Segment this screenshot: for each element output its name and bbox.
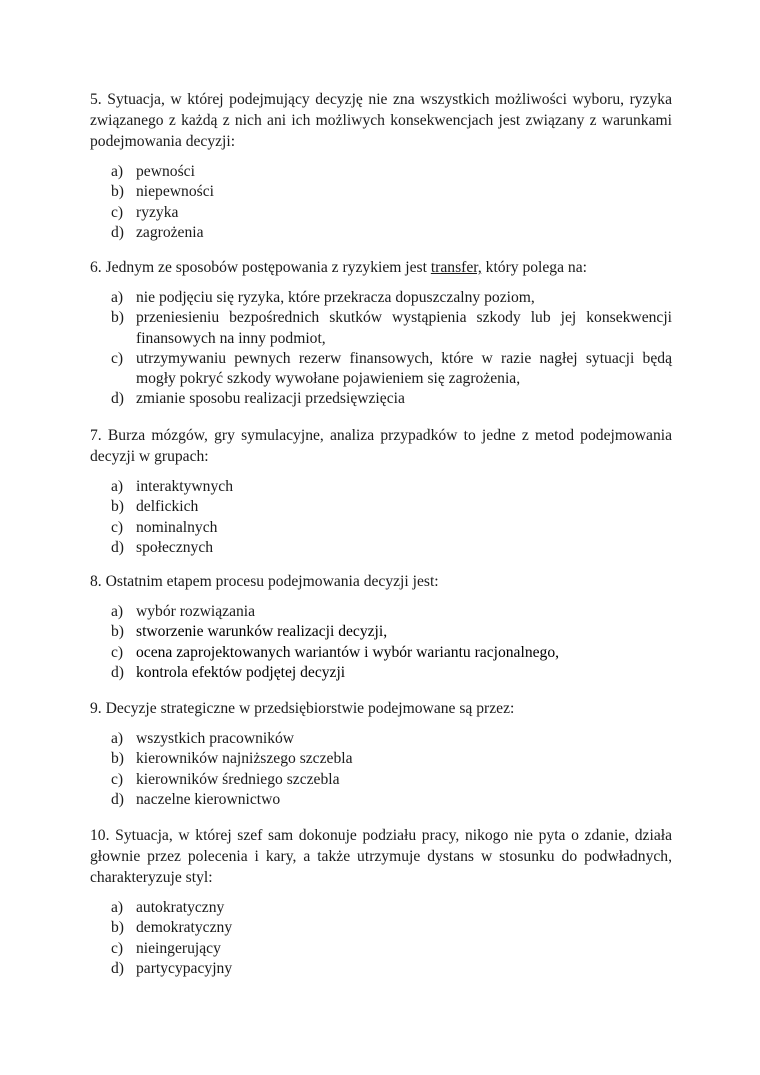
underlined-term: transfer, [430, 259, 482, 276]
option-text: przeniesieniu bezpośrednich skutków wystąpienia szkody lub jej konsekwencji finansowych na inny podmiot, [136, 309, 672, 347]
question-text [90, 425, 672, 467]
question-number: 10. [90, 827, 110, 844]
question-6 [90, 257, 672, 410]
answer-option [90, 770, 672, 790]
question-body: Burza mózgów, gry symulacyjne, analiza przypadków to jedne z metod podejmowania decyzji w grupach: [90, 427, 672, 465]
option-letter: d) [111, 790, 124, 808]
option-text: stworzenie warunków realizacji decyzji, [136, 623, 388, 641]
option-text: nie podjęciu się ryzyka, które przekracza dopuszczalny poziom, [136, 289, 535, 306]
option-text: nominalnych [136, 518, 218, 536]
answer-list [90, 602, 672, 683]
question-text [90, 571, 672, 592]
question-10 [90, 825, 672, 979]
option-text: nieingerujący [136, 939, 221, 957]
option-text: wybór rozwiązania [136, 603, 256, 620]
option-text: partycypacyjny [136, 959, 233, 977]
question-text [90, 698, 672, 719]
option-letter: b) [111, 919, 124, 937]
question-text [90, 825, 672, 888]
option-text: interaktywnych [136, 478, 233, 495]
option-text: autokratyczny [136, 899, 225, 916]
option-letter: a) [111, 163, 124, 180]
answer-option [90, 663, 672, 683]
question-number: 9. [90, 700, 102, 717]
answer-list [90, 898, 672, 979]
option-letter: d) [111, 390, 124, 408]
option-letter: d) [111, 959, 124, 977]
option-letter: d) [111, 538, 124, 556]
answer-option [90, 622, 672, 642]
answer-option [90, 349, 672, 390]
option-text: niepewności [136, 183, 214, 201]
question-number: 5. [90, 91, 102, 108]
question-body: Ostatnim etapem procesu podejmowania decyzji jest: [105, 573, 439, 590]
question-body-end: który polega na: [481, 259, 587, 276]
option-letter: b) [111, 183, 124, 201]
option-letter: b) [111, 623, 124, 641]
option-text: delfickich [136, 498, 199, 516]
option-letter: d) [111, 663, 124, 681]
option-letter: a) [111, 730, 124, 747]
answer-option [90, 182, 672, 202]
option-letter: d) [111, 223, 124, 241]
option-letter: a) [111, 478, 124, 495]
question-8 [90, 571, 672, 683]
option-text: kierowników najniższego szczebla [136, 750, 353, 768]
answer-option [90, 538, 672, 558]
question-number: 6. [90, 259, 102, 276]
answer-list [90, 162, 672, 243]
answer-option [90, 729, 672, 749]
option-text: ryzyka [136, 203, 179, 221]
answer-option [90, 643, 672, 663]
option-letter: c) [111, 939, 124, 957]
option-text: kierowników średniego szczebla [136, 770, 340, 788]
question-body: Sytuacja, w której podejmujący decyzję nie zna wszystkich możliwości wyboru, ryzyka związanego z każdą z nich ani ich możliwych konsekwencjach jest związany z warunkami podejmowania decyzji: [90, 91, 672, 150]
option-text: ocena zaprojektowanych wariantów i wybór wariantu racjonalnego, [136, 643, 560, 661]
option-letter: b) [111, 498, 124, 516]
option-text: demokratyczny [136, 919, 233, 937]
answer-option [90, 939, 672, 959]
answer-option [90, 477, 672, 497]
option-text: wszystkich pracowników [136, 730, 295, 747]
option-letter: c) [111, 349, 124, 367]
answer-option [90, 518, 672, 538]
option-text: naczelne kierownictwo [136, 790, 281, 808]
option-text: utrzymywaniu pewnych rezerw finansowych, które w razie nagłej sytuacji będą mogły pokryć szkody wywołane pojawieniem się zagrożenia, [136, 349, 672, 388]
question-body: Sytuacja, w której szef sam dokonuje podziału pracy, nikogo nie pyta o zdanie, działa głownie przez polecenia i kary, a także utrzymuje dystans w stosunku do podwładnych, charakteryzuje styl: [90, 827, 672, 886]
question-number: 7. [90, 427, 102, 444]
question-7 [90, 425, 672, 558]
question-text [90, 89, 672, 152]
answer-option [90, 308, 672, 349]
option-letter: a) [111, 289, 124, 306]
option-letter: c) [111, 643, 124, 661]
answer-option [90, 162, 672, 182]
option-letter: b) [111, 309, 124, 327]
answer-option [90, 288, 672, 308]
answer-option [90, 959, 672, 979]
option-letter: b) [111, 750, 124, 768]
answer-option [90, 203, 672, 223]
option-text: społecznych [136, 538, 214, 556]
option-text: pewności [136, 163, 195, 180]
answer-option [90, 389, 672, 409]
option-text: zagrożenia [136, 223, 204, 241]
answer-option [90, 749, 672, 769]
question-number: 8. [90, 573, 102, 590]
answer-list [90, 477, 672, 558]
answer-option [90, 602, 672, 622]
question-text [90, 257, 672, 278]
option-letter: a) [111, 603, 124, 620]
answer-option [90, 223, 672, 243]
answer-list [90, 288, 672, 410]
option-letter: c) [111, 770, 124, 788]
option-text: kontrola efektów podjętej decyzji [136, 663, 346, 681]
question-5 [90, 89, 672, 243]
answer-option [90, 898, 672, 918]
option-letter: c) [111, 518, 124, 536]
question-body: Decyzje strategiczne w przedsiębiorstwie podejmowane są przez: [105, 700, 515, 717]
answer-list [90, 729, 672, 810]
answer-option [90, 497, 672, 517]
option-letter: c) [111, 203, 124, 221]
option-letter: a) [111, 899, 124, 916]
question-9 [90, 698, 672, 810]
answer-option [90, 790, 672, 810]
question-body: Jednym ze sposobów postępowania z ryzykiem jest [105, 259, 431, 276]
answer-option [90, 918, 672, 938]
option-text: zmianie sposobu realizacji przedsięwzięcia [136, 390, 405, 408]
